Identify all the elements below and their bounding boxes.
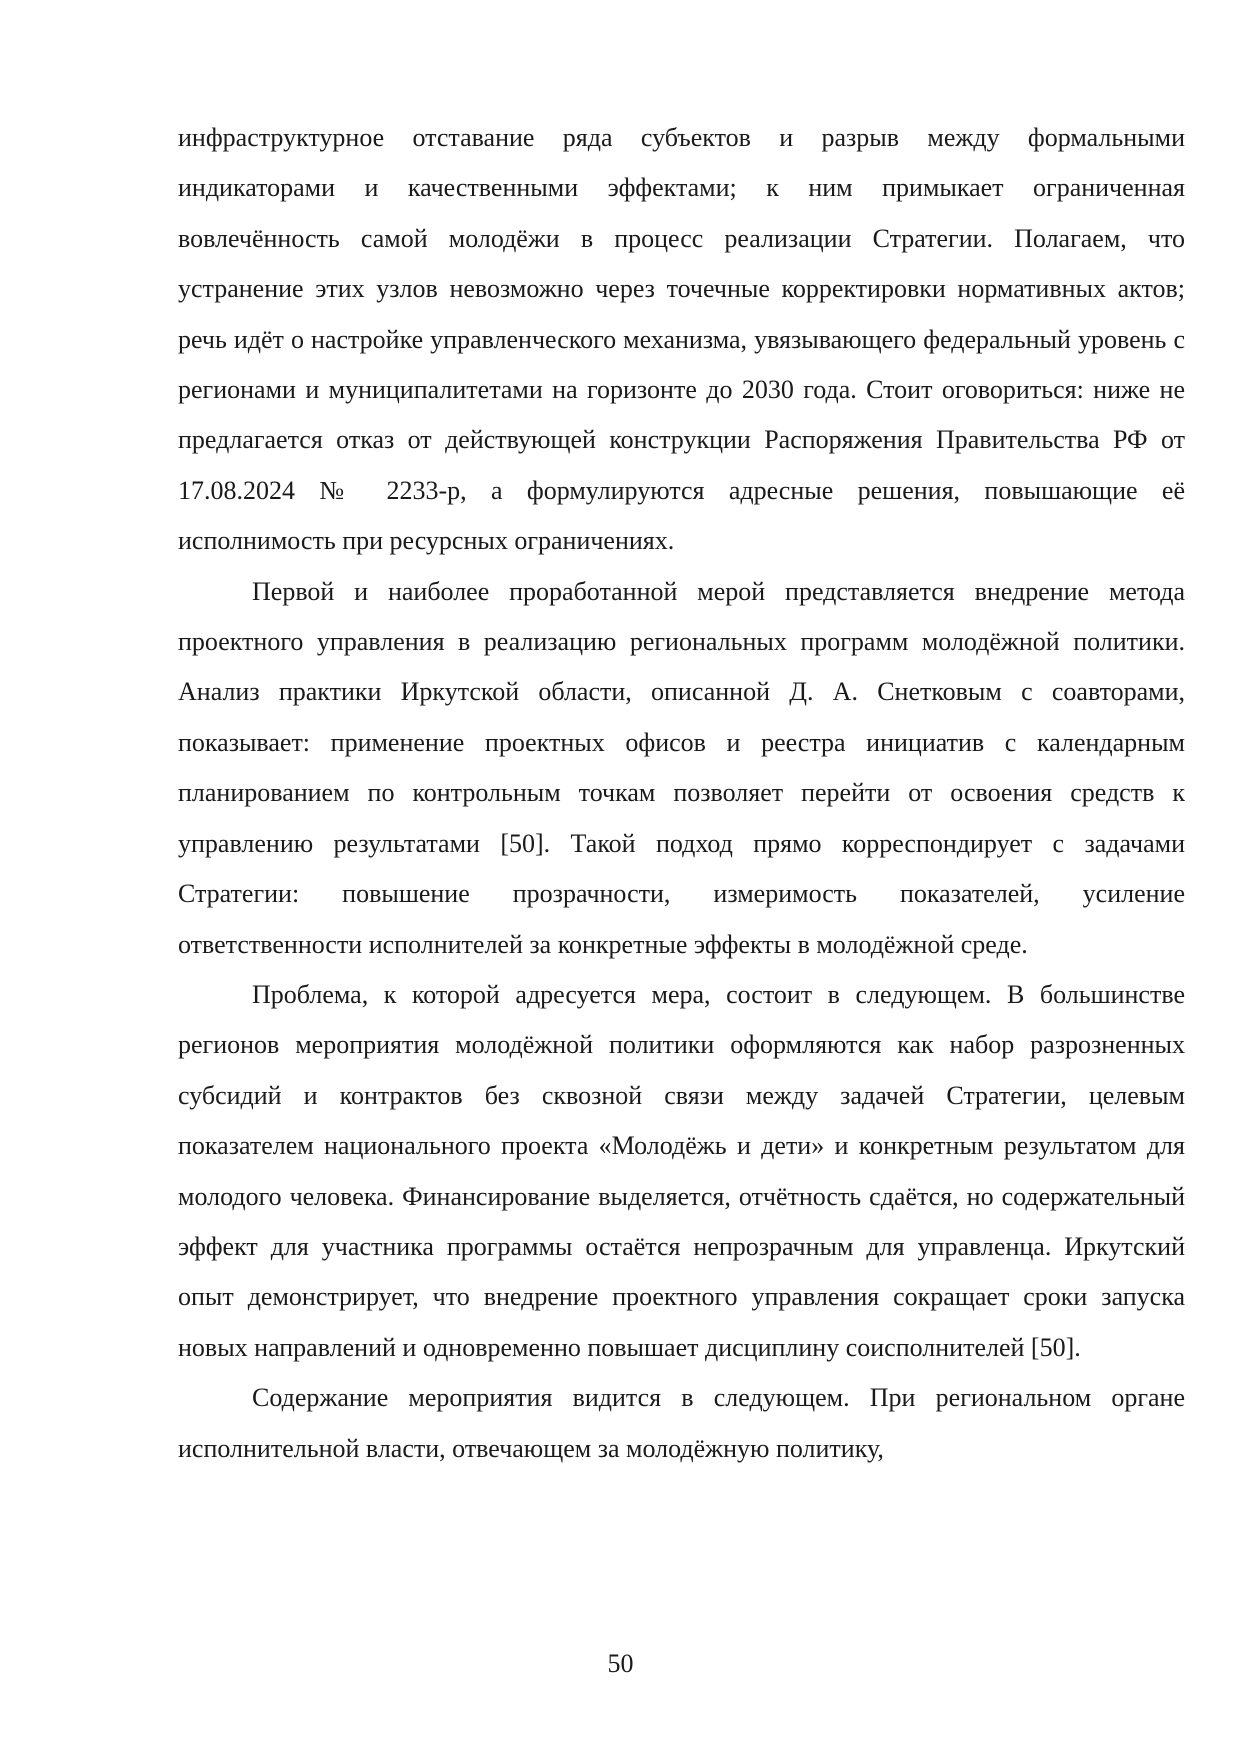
paragraph-2: Первой и наиболее проработанной мерой представляется внедрение метода проектного управления в реализацию региональных программ молодёжной политики. Анализ практики Иркутской области, описанной Д. А. Снетковым с соавторами, показывает: применение проектных офисов и реестра инициатив с календарным планированием по контрольным точкам позволяет перейти от освоения средств к управлению результатами [50]. Такой подход прямо корреспондирует с задачами Стратегии: повышение прозрачности, измеримость показателей, усиление ответственности исполнителей за конкретные эффекты в молодёжной среде. — [178, 576, 1185, 959]
paragraph-4: Содержание мероприятия видится в следующем. При региональном органе исполнительной власти, отвечающем за молодёжную политику, — [178, 1383, 1185, 1463]
paragraph-1: инфраструктурное отставание ряда субъектов и разрыв между формальными индикаторами и качественными эффектами; к ним примыкает ограниченная вовлечённость самой молодёжи в процесс реализации Стратегии. Полагаем, что устранение этих узлов невозможно через точечные корректировки нормативных актов; речь идёт о настройке управленческого механизма, увязывающего федеральный уровень с регионами и муниципалитетами на горизонте до 2030 года. Стоит оговориться: ниже не предлагается отказ от действующей конструкции Распоряжения Правительства РФ от 17.08.2024 № 2233-р, а формулируются адресные решения, повышающие её исполнимость при ресурсных ограничениях. — [178, 123, 1185, 556]
paragraph-3: Проблема, к которой адресуется мера, состоит в следующем. В большинстве регионов мероприятия молодёжной политики оформляются как набор разрозненных субсидий и контрактов без сквозной связи между задачей Стратегии, целевым показателем национального проекта «Молодёжь и дети» и конкретным результатом для молодого человека. Финансирование выделяется, отчётность сдаётся, но содержательный эффект для участника программы остаётся непрозрачным для управленца. Иркутский опыт демонстрирует, что внедрение проектного управления сокращает сроки запуска новых направлений и одновременно повышает дисциплину соисполнителей [50]. — [178, 979, 1185, 1362]
body-text — [178, 113, 1185, 1474]
page-number: 50 — [607, 1649, 634, 1678]
